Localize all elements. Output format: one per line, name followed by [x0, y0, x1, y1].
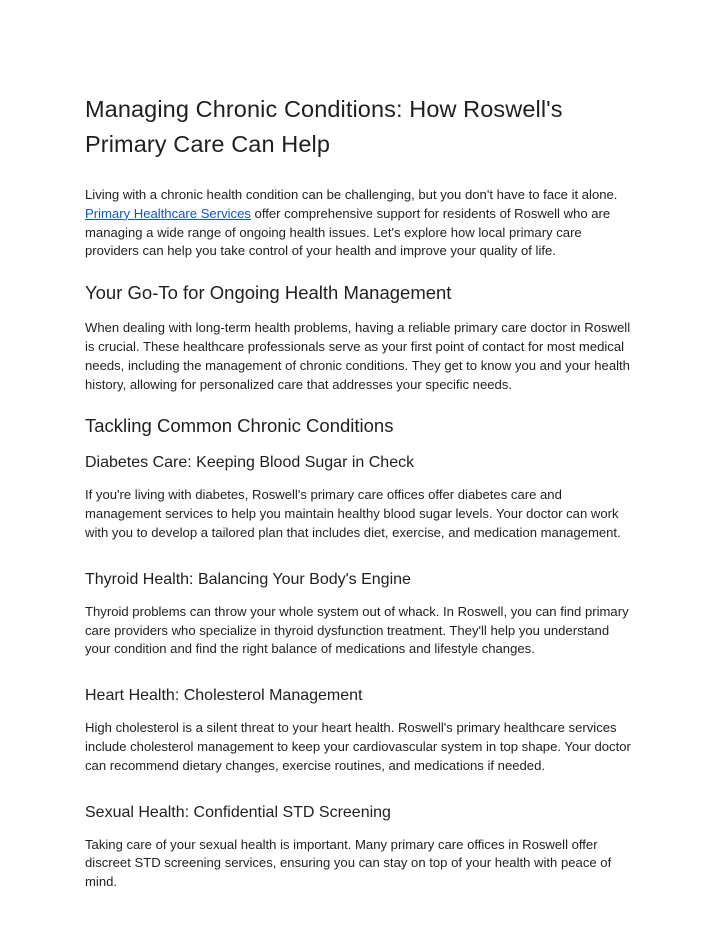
- subsection-heading-diabetes: Diabetes Care: Keeping Blood Sugar in Check: [85, 454, 415, 472]
- subsection-heading-thyroid: Thyroid Health: Balancing Your Body's Engine: [85, 570, 411, 588]
- intro-text-start: Living with a chronic health condition can be challenging, but you don't have to face it alone.: [85, 187, 618, 202]
- section-body-ongoing-management: When dealing with long-term health problems, having a reliable primary care doctor in Roswell is crucial. These healthcare professionals serve as your first point of contact for most medical needs, including the management of chronic conditions. They get to know you and your health history, allowing for personalized care that addresses your specific needs.: [85, 320, 631, 392]
- subsection-body-sexual-health: Taking care of your sexual health is important. Many primary care offices in Roswell offer discreet STD screening services, ensuring you can stay on top of your health with peace of mind.: [85, 836, 612, 890]
- subsection-body-thyroid: Thyroid problems can throw your whole system out of whack. In Roswell, you can find primary care providers who specialize in thyroid dysfunction treatment. They'll help you understand your condition and find the right balance of medications and lifestyle changes.: [85, 603, 629, 657]
- primary-healthcare-services-link[interactable]: Primary Healthcare Services: [85, 205, 251, 221]
- section-heading-chronic-conditions: Tackling Common Chronic Conditions: [85, 415, 394, 437]
- subsection-body-diabetes: If you're living with diabetes, Roswell's primary care offices offer diabetes care and management services to help you maintain healthy blood sugar levels. Your doctor can work with you to develop a tailored plan that includes diet, exercise, and medication management.: [85, 487, 621, 540]
- subsection-heading-heart: Heart Health: Cholesterol Management: [85, 687, 363, 705]
- subsection-heading-sexual-health: Sexual Health: Confidential STD Screening: [85, 803, 391, 821]
- intro-text-end: offer comprehensive support for residents of Roswell who are managing a wide range of ongoing health issues. Let's explore how local primary care providers can help you take control of your health and improve your quality of life.: [85, 205, 611, 259]
- section-heading-ongoing-management: Your Go-To for Ongoing Health Management: [85, 282, 452, 304]
- subsection-body-heart: High cholesterol is a silent threat to your heart health. Roswell's primary healthcare services include cholesterol management to keep your cardiovascular system in top shape. Your doctor can recommend dietary changes, exercise routines, and medications if needed.: [85, 720, 631, 773]
- page-title: Managing Chronic Conditions: How Roswell's Primary Care Can Help: [85, 96, 563, 157]
- intro-paragraph: [85, 186, 638, 261]
